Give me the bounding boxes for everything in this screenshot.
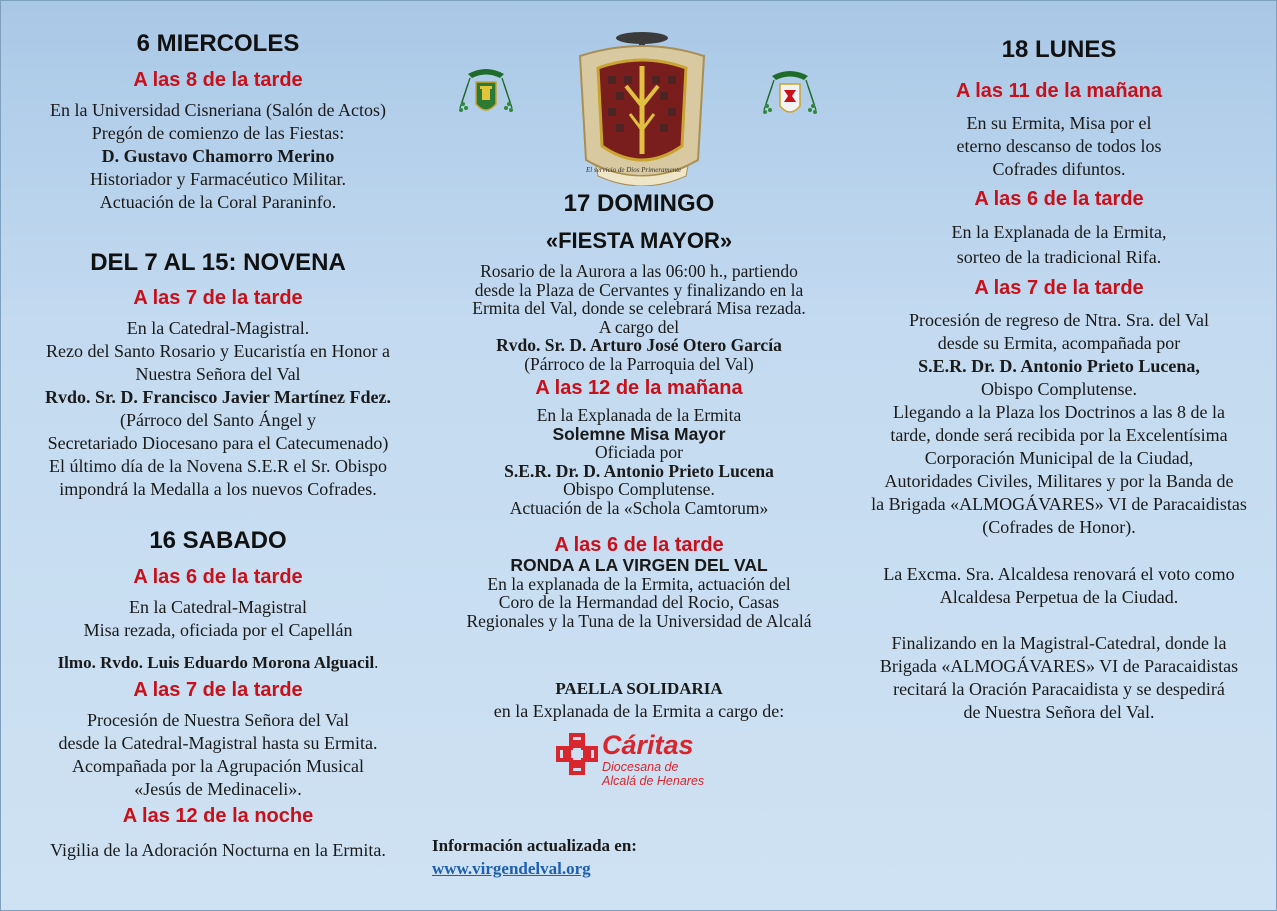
- text-line: Oficiada por: [595, 442, 683, 462]
- text-line: eterno descanso de todos los: [956, 136, 1162, 156]
- text-line: Historiador y Farmacéutico Militar.: [90, 169, 346, 189]
- text-line: En la Catedral-Magistral.: [126, 318, 310, 338]
- text-line: Rosario de la Aurora a las 06:00 h., partiendo: [480, 261, 798, 281]
- text-punctuation: .: [374, 653, 379, 672]
- fiesta-mayor-title: «FIESTA MAYOR»: [545, 228, 733, 253]
- text-line: El último día de la Novena S.E.R el Sr. Obispo: [49, 456, 387, 476]
- text-line: Acompañada por la Agrupación Musical: [72, 756, 364, 776]
- bishop-crest-left-icon: [458, 66, 514, 128]
- text-line: Actuación de la «Schola Camtorum»: [509, 497, 769, 518]
- celebrant-name: Rvdo. Sr. D. Arturo José Otero García: [496, 335, 782, 355]
- text-line: (Párroco de la Parroquia del Val): [524, 353, 754, 374]
- text-line: recitará la Oración Paracaidista y se despedirá: [893, 679, 1225, 699]
- text-line: en la Explanada de la Ermita a cargo de:: [493, 701, 785, 721]
- monday-details-3: [852, 309, 1266, 539]
- saturday-time-1: A las 6 de la tarde: [133, 566, 303, 588]
- monday-time-2: A las 6 de la tarde: [974, 188, 1144, 210]
- text-line: Coro de la Hermandad del Rocio, Casas: [498, 592, 780, 612]
- text-line: (Párroco del Santo Ángel y: [120, 410, 316, 430]
- sunday-time-2: A las 6 de la tarde: [554, 534, 724, 556]
- text-line: Nuestra Señora del Val: [135, 364, 301, 384]
- text-line: A cargo del: [598, 316, 680, 337]
- saturday-time-3: A las 12 de la noche: [122, 805, 314, 827]
- text-line: En la explanada de la Ermita, actuación del: [487, 573, 791, 594]
- text-line: la Brigada «ALMOGÁVARES» VI de Paracaidistas: [871, 494, 1247, 514]
- wednesday-time: A las 8 de la tarde: [133, 69, 303, 91]
- text-line: sorteo de la tradicional Rifa.: [956, 247, 1162, 267]
- celebrant-name: Rvdo. Sr. D. Francisco Javier Martínez Fdez.: [45, 387, 391, 407]
- monday-details-1: [852, 112, 1266, 181]
- celebrant-name: Ilmo. Rvdo. Luis Eduardo Morona Alguacil: [57, 653, 375, 672]
- text-line: Regionales y la Tuna de la Universidad de Alcalá: [466, 610, 812, 631]
- caritas-sub-1: Diocesana de: [602, 760, 679, 774]
- text-line: Obispo Complutense.: [563, 479, 715, 499]
- info-label: Información actualizada en:: [432, 836, 637, 855]
- caritas-logo: [602, 730, 742, 788]
- monday-details-2: [852, 220, 1266, 270]
- diocese-main-crest-icon: [568, 26, 716, 186]
- novena-details: [18, 317, 418, 501]
- crest-motto: El servicio de Dios Primeramente: [586, 166, 682, 174]
- caritas-cross-icon: [554, 731, 600, 777]
- monday-time-1: A las 11 de la mañana: [955, 80, 1163, 102]
- novena-title: DEL 7 AL 15: NOVENA: [90, 249, 346, 276]
- monday-time-3: A las 7 de la tarde: [974, 277, 1144, 299]
- text-line: (Cofrades de Honor).: [982, 517, 1136, 537]
- text-line: Brigada «ALMOGÁVARES» VI de Paracaidistas: [879, 656, 1239, 676]
- text-line: Obispo Complutense.: [981, 379, 1137, 399]
- text-line: Pregón de comienzo de las Fiestas:: [91, 123, 345, 143]
- text-line: desde la Plaza de Cervantes y finalizando en la: [474, 279, 804, 300]
- text-line: En la Explanada de la Ermita: [536, 405, 742, 425]
- text-line: En la Explanada de la Ermita,: [951, 222, 1167, 242]
- text-line: Misa rezada, oficiada por el Capellán: [83, 620, 353, 640]
- website-link[interactable]: www.virgendelval.org: [432, 859, 591, 878]
- novena-time: A las 7 de la tarde: [133, 287, 303, 309]
- text-line: tarde, donde será recibida por la Excelentísima: [890, 425, 1228, 445]
- speaker-name: D. Gustavo Chamorro Merino: [101, 146, 335, 166]
- text-line: Corporación Municipal de la Ciudad,: [924, 448, 1194, 468]
- saturday-details-3: [18, 839, 418, 862]
- text-line: impondrá la Medalla a los nuevos Cofrades.: [59, 479, 377, 499]
- text-line: En la Universidad Cisneriana (Salón de Actos): [50, 100, 386, 120]
- text-line: de Nuestra Señora del Val.: [963, 702, 1155, 722]
- text-line: Autoridades Civiles, Militares y por la Banda de: [884, 471, 1234, 491]
- text-line: Procesión de Nuestra Señora del Val: [86, 710, 350, 730]
- info-section: [432, 834, 846, 880]
- saturday-details-1: [18, 596, 418, 642]
- text-line: Actuación de la Coral Paraninfo.: [99, 192, 337, 212]
- text-line: «Jesús de Medinaceli».: [134, 779, 302, 799]
- text-line: desde la Catedral-Magistral hasta su Ermita.: [58, 733, 378, 753]
- text-line: desde su Ermita, acompañada por: [937, 333, 1181, 353]
- text-line: Ermita del Val, donde se celebrará Misa rezada.: [472, 298, 806, 318]
- text-line: Llegando a la Plaza los Doctrinos a las 8 de la: [893, 402, 1225, 422]
- text-line: La Excma. Sra. Alcaldesa renovará el voto como: [883, 564, 1235, 584]
- sunday-details-1: [432, 262, 846, 373]
- bishop-name: S.E.R. Dr. D. Antonio Prieto Lucena: [504, 460, 774, 481]
- saturday-celebrant: [18, 651, 418, 674]
- caritas-name: Cáritas: [602, 730, 694, 760]
- text-line: Alcaldesa Perpetua de la Ciudad.: [939, 587, 1179, 607]
- mass-name: Solemne Misa Mayor: [552, 423, 726, 444]
- saturday-time-2: A las 7 de la tarde: [133, 679, 303, 701]
- paella-section: [432, 677, 846, 723]
- day-sunday-title: 17 DOMINGO: [563, 190, 715, 217]
- sunday-details-2: [432, 406, 846, 517]
- sunday-time-1: A las 12 de la mañana: [535, 377, 743, 399]
- wednesday-details: [18, 99, 418, 214]
- monday-details-4: [852, 563, 1266, 609]
- text-line: Secretariado Diocesano para el Catecumenado): [47, 433, 389, 453]
- day-wednesday-title: 6 MIERCOLES: [136, 30, 300, 57]
- text-line: Finalizando en la Magistral-Catedral, donde la: [891, 633, 1227, 653]
- ronda-title: RONDA A LA VIRGEN DEL VAL: [510, 555, 768, 575]
- text-line: En la Catedral-Magistral: [129, 597, 307, 617]
- text-line: Cofrades difuntos.: [992, 159, 1126, 179]
- caritas-sub-2: Alcalá de Henares: [602, 774, 705, 788]
- text-line: Procesión de regreso de Ntra. Sra. del Val: [908, 310, 1210, 330]
- day-monday-title: 18 LUNES: [1001, 36, 1117, 63]
- bishop-name: S.E.R. Dr. D. Antonio Prieto Lucena,: [918, 356, 1200, 376]
- text-line: En su Ermita, Misa por el: [966, 113, 1152, 133]
- text-line: Vigilia de la Adoración Nocturna en la Ermita.: [50, 840, 386, 860]
- saturday-details-2: [18, 709, 418, 801]
- sunday-details-3: [432, 556, 846, 630]
- text-line: Rezo del Santo Rosario y Eucaristía en Honor a: [46, 341, 390, 361]
- monday-details-5: [852, 632, 1266, 724]
- day-saturday-title: 16 SABADO: [149, 527, 287, 554]
- paella-title: PAELLA SOLIDARIA: [555, 679, 723, 698]
- bishop-crest-right-icon: [762, 68, 818, 130]
